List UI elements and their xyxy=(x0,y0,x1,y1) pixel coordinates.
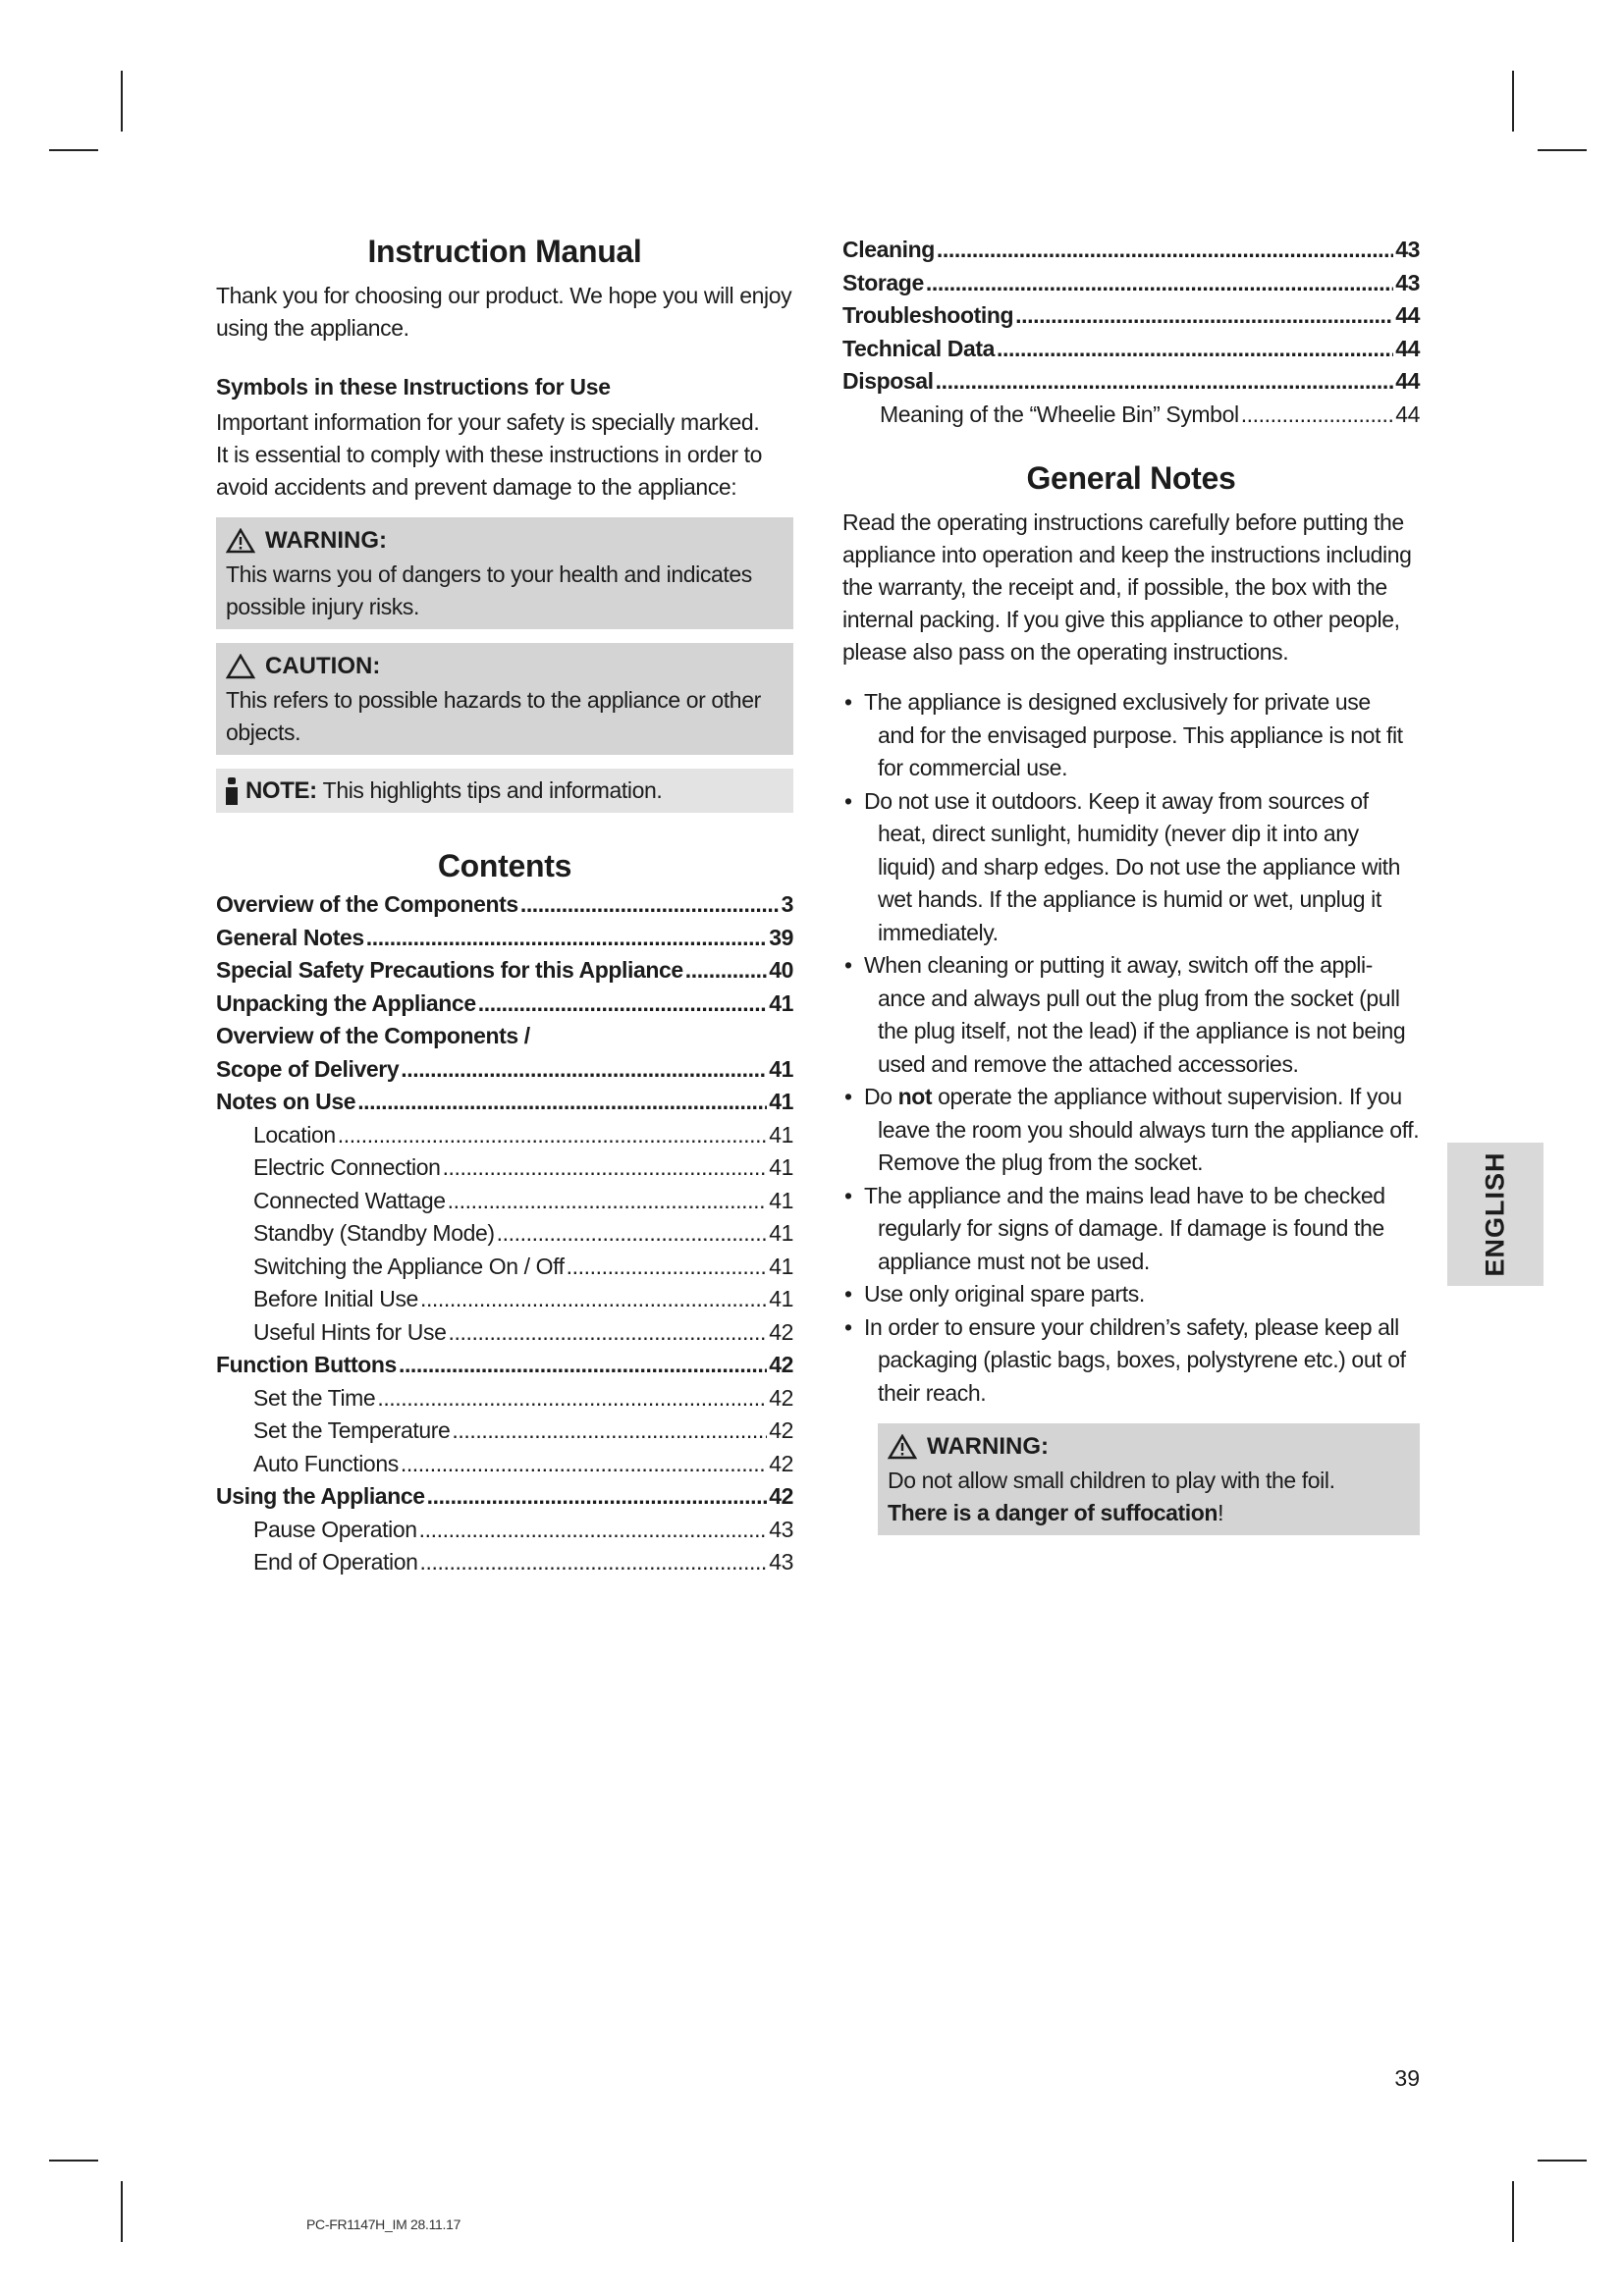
crop-mark xyxy=(49,149,98,151)
crop-mark xyxy=(1512,71,1514,132)
toc-row[interactable]: Overview of the Components ..... 3 xyxy=(216,888,793,922)
exclamation: ! xyxy=(1218,1500,1224,1525)
list-item: • The appliance is designed exclusively for private use and for the envisaged purpose. This appliance is not fit for commercial use. xyxy=(842,686,1420,785)
list-item: • Do not use it outdoors. Keep it away from sources of heat, direct sunlight, humidity (never dip it into any liquid) and sharp edges. Do not use the appliance with wet hands. If the appliance is humid or wet, unplug it immediately. xyxy=(842,785,1420,950)
suffocation-warning: There is a danger of suffocation xyxy=(888,1500,1218,1525)
warning-box xyxy=(216,517,793,629)
page-number: 39 xyxy=(1394,2065,1420,2091)
crop-mark xyxy=(49,2160,98,2162)
right-column xyxy=(842,234,1420,1535)
caution-label: CAUTION: xyxy=(265,653,381,679)
toc-row[interactable]: Pause Operation ..... 43 xyxy=(216,1514,793,1547)
note-label: NOTE: xyxy=(245,777,317,804)
general-notes-intro: Read the operating instructions carefully before putting the appliance into operation and keep the instructions including the warranty, the receipt and, if possible, the box with the internal packing. If you give this appliance to other people, please also pass on the operating instructions. xyxy=(842,509,1412,665)
crop-mark xyxy=(1512,2181,1514,2242)
symbols-text-2: It is essential to comply with these instructions in order to avoid accidents and prevent damage to the appliance: xyxy=(216,442,762,500)
toc-row[interactable]: Scope of Delivery ..... 41 xyxy=(216,1053,793,1087)
caution-box xyxy=(216,643,793,755)
warning-triangle-icon xyxy=(226,528,255,554)
list-item: • When cleaning or putting it away, switch off the appli- ance and always pull out the plug from the socket (pull the plug itself, not the lead) if the appliance is not being used and remove the attached accessories. xyxy=(842,949,1420,1081)
toc-row[interactable]: Meaning of the “Wheelie Bin” Symbol ..... 44 xyxy=(842,399,1420,432)
note-box xyxy=(216,769,793,813)
toc-row[interactable]: Connected Wattage ..... 41 xyxy=(216,1185,793,1218)
toc-row[interactable]: Special Safety Precautions for this Appliance ..... 40 xyxy=(216,954,793,988)
toc-row[interactable]: Disposal ..... 44 xyxy=(842,365,1420,399)
info-icon xyxy=(226,777,238,805)
footer-code: PC-FR1147H_IM 28.11.17 xyxy=(306,2216,461,2232)
list-item: • Use only original spare parts. xyxy=(842,1278,1420,1311)
list-item: • Do not operate the appliance without supervision. If you leave the room you should always turn the appliance off. Remove the plug from the socket. xyxy=(842,1081,1420,1180)
list-item: • The appliance and the mains lead have to be checked regularly for signs of damage. If damage is found the appliance must not be used. xyxy=(842,1180,1420,1279)
crop-mark xyxy=(1538,2160,1587,2162)
toc-row[interactable]: Unpacking the Appliance ..... 41 xyxy=(216,988,793,1021)
warning-label: WARNING: xyxy=(927,1433,1049,1460)
crop-mark xyxy=(1538,149,1587,151)
symbols-text-1: Important information for your safety is specially marked. xyxy=(216,409,760,435)
toc-row[interactable]: Electric Connection ..... 41 xyxy=(216,1151,793,1185)
toc-right xyxy=(842,234,1420,431)
toc-left xyxy=(216,888,793,1579)
foil-warning-box xyxy=(878,1423,1420,1535)
language-label: ENGLISH xyxy=(1480,1151,1510,1277)
toc-row[interactable]: Switching the Appliance On / Off ..... 41 xyxy=(216,1251,793,1284)
crop-mark xyxy=(121,71,123,132)
warning-label: WARNING: xyxy=(265,527,387,554)
toc-row[interactable]: Before Initial Use ..... 41 xyxy=(216,1283,793,1316)
toc-row[interactable]: Technical Data ..... 44 xyxy=(842,333,1420,366)
toc-row[interactable]: Location ..... 41 xyxy=(216,1119,793,1152)
warning-triangle-icon xyxy=(888,1434,917,1460)
left-column xyxy=(216,234,793,1579)
general-notes-title: General Notes xyxy=(1026,460,1236,496)
intro-text: Thank you for choosing our product. We hope you will enjoy using the appliance. xyxy=(216,283,792,341)
toc-row[interactable]: Useful Hints for Use ..... 42 xyxy=(216,1316,793,1350)
toc-row[interactable]: Cleaning ..... 43 xyxy=(842,234,1420,267)
note-text: This highlights tips and information. xyxy=(322,777,663,803)
manual-title: Instruction Manual xyxy=(367,234,642,269)
toc-row[interactable]: Troubleshooting ..... 44 xyxy=(842,299,1420,333)
toc-row[interactable]: Set the Time ..... 42 xyxy=(216,1382,793,1415)
toc-row[interactable]: General Notes ..... 39 xyxy=(216,922,793,955)
toc-row[interactable]: Auto Functions ..... 42 xyxy=(216,1448,793,1481)
list-item: • In order to ensure your children’s safety, please keep all packaging (plastic bags, boxes, polystyrene etc.) out of their reach. xyxy=(842,1311,1420,1411)
toc-row[interactable]: Notes on Use ..... 41 xyxy=(216,1086,793,1119)
caution-text: This refers to possible hazards to the appliance or other objects. xyxy=(226,687,761,745)
toc-row[interactable]: Function Buttons ..... 42 xyxy=(216,1349,793,1382)
toc-row[interactable]: Overview of the Components / xyxy=(216,1023,530,1048)
toc-row[interactable]: Storage ..... 43 xyxy=(842,267,1420,300)
language-tab xyxy=(1447,1143,1543,1286)
toc-row[interactable]: Standby (Standby Mode) ..... 41 xyxy=(216,1217,793,1251)
warning-text: This warns you of dangers to your health and indicates possible injury risks. xyxy=(226,561,752,619)
safety-bullets xyxy=(842,686,1420,1410)
symbols-heading: Symbols in these Instructions for Use xyxy=(216,374,611,400)
toc-row[interactable]: End of Operation ..... 43 xyxy=(216,1546,793,1579)
crop-mark xyxy=(121,2181,123,2242)
toc-row[interactable]: Set the Temperature ..... 42 xyxy=(216,1415,793,1448)
toc-row[interactable]: Using the Appliance ..... 42 xyxy=(216,1480,793,1514)
caution-triangle-icon xyxy=(226,654,255,679)
contents-title: Contents xyxy=(437,848,572,883)
foil-warning-text: Do not allow small children to play with the foil. xyxy=(888,1468,1335,1493)
